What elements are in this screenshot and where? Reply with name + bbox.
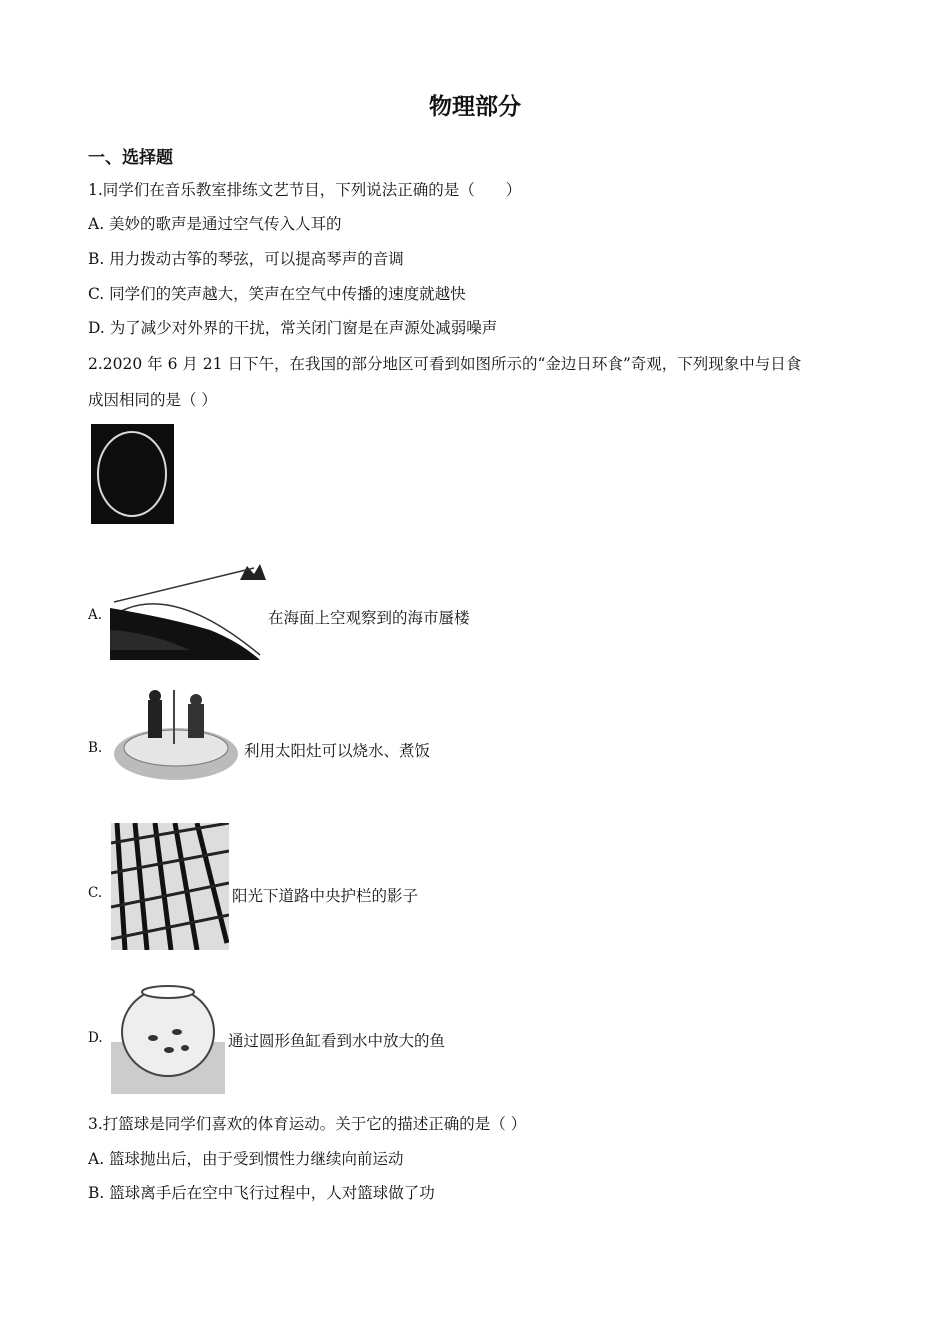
question-1-stem: 1.同学们在音乐教室排练文艺节目，下列说法正确的是（ ）: [88, 181, 522, 199]
page-title: 物理部分: [429, 94, 521, 120]
question-1-option-d: D. 为了减少对外界的干扰，常关闭门窗是在声源处减弱噪声: [88, 319, 498, 337]
question-2-stem-line2: 成因相同的是（ ）: [88, 391, 217, 409]
question-2-option-c-text: 阳光下道路中央护栏的影子: [232, 887, 419, 905]
question-2-stem-line1: 2.2020 年 6 月 21 日下午，在我国的部分地区可看到如图所示的“金边日环食”奇观，下列现象中与日食: [88, 355, 802, 373]
question-2-option-a-text: 在海面上空观察到的海市蜃楼: [268, 609, 470, 627]
question-2-option-b-text: 利用太阳灶可以烧水、煮饭: [244, 742, 431, 760]
section-heading: 一、选择题: [88, 148, 173, 168]
solar-cooker-image: [110, 686, 242, 790]
question-1-option-a: A. 美妙的歌声是通过空气传入人耳的: [88, 215, 342, 233]
question-2-option-d-letter: D.: [88, 1030, 103, 1046]
question-2-option-b-letter: B.: [88, 740, 103, 756]
fishbowl-image: [111, 980, 225, 1094]
question-2-option-a-letter: A.: [88, 607, 103, 623]
question-2-option-d-text: 通过圆形鱼缸看到水中放大的鱼: [228, 1032, 446, 1050]
question-1-option-b: B. 用力拨动古筝的琴弦，可以提高琴声的音调: [88, 250, 404, 268]
question-2-option-c-letter: C.: [88, 885, 103, 901]
guardrail-shadow-image: [111, 823, 229, 950]
question-3-option-b: B. 篮球离手后在空中飞行过程中，人对篮球做了功: [88, 1184, 435, 1202]
annular-eclipse-image: [91, 424, 174, 524]
mirage-image: [110, 560, 266, 664]
question-3-stem: 3.打篮球是同学们喜欢的体育运动。关于它的描述正确的是（ ）: [88, 1115, 527, 1133]
question-1-option-c: C. 同学们的笑声越大，笑声在空气中传播的速度就越快: [88, 285, 466, 303]
question-3-option-a: A. 篮球抛出后，由于受到惯性力继续向前运动: [88, 1150, 404, 1168]
